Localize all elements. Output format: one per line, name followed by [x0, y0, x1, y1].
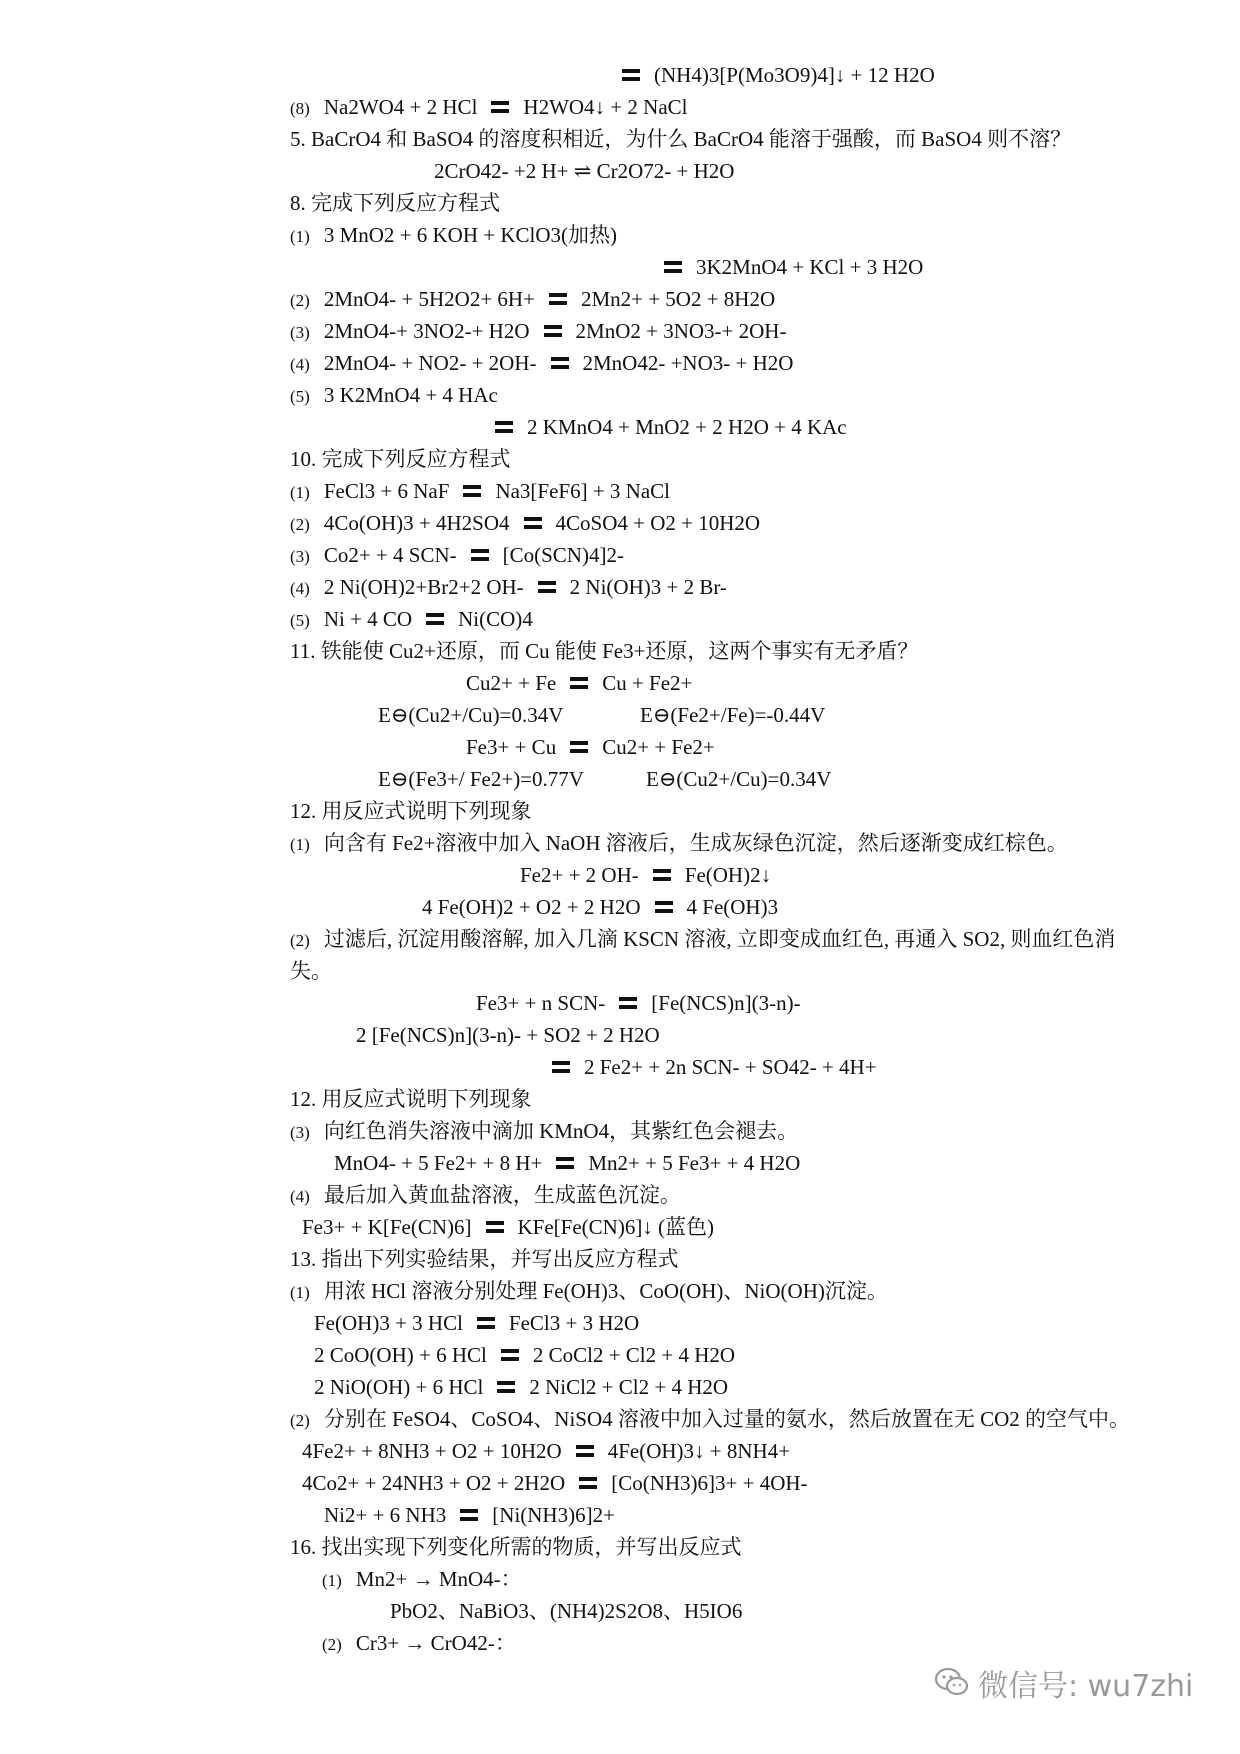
text-line	[290, 1182, 681, 1208]
text-line	[476, 990, 801, 1016]
line-text: 3 MnO2 + 6 KOH + KClO3(加热)	[323, 223, 618, 247]
equals-sign-icon	[655, 901, 673, 913]
equation-products: Cu2+ + Fe2+	[602, 735, 715, 759]
equation-products: [Ni(NH3)6]2+	[492, 1503, 615, 1527]
line-text: 10. 完成下列反应方程式	[290, 447, 511, 471]
equation-reactants: 4 Fe(OH)2 + O2 + 2 H2O	[422, 895, 641, 919]
equation-reactants: 4Co(OH)3 + 4H2SO4	[323, 511, 510, 535]
text-line	[290, 190, 500, 216]
line-text: 2CrO42- +2 H+ ⇌ Cr2O72- + H2O	[434, 159, 735, 183]
equation-reactants: Fe3+ + Cu	[466, 735, 557, 759]
text-line	[314, 1374, 728, 1400]
line-text: 16. 找出实现下列变化所需的物质，并写出反应式	[290, 1535, 742, 1559]
equation-reactants: 4Fe2+ + 8NH3 + O2 + 10H2O	[302, 1439, 562, 1463]
text-line	[378, 766, 584, 792]
equation-reactants: Co2+ + 4 SCN-	[323, 543, 457, 567]
text-line	[290, 222, 617, 248]
text-line	[622, 62, 935, 88]
item-number: (2)	[290, 1411, 310, 1430]
item-number: (1)	[290, 483, 310, 502]
item-number: (5)	[290, 611, 310, 630]
line-text: 用浓 HCl 溶液分别处理 Fe(OH)3、CoO(OH)、NiO(OH)沉淀。	[323, 1279, 888, 1303]
equation-reactants: Na2WO4 + 2 HCl	[323, 95, 478, 119]
text-line	[290, 926, 1115, 952]
text-line	[290, 318, 786, 344]
text-line	[290, 286, 775, 312]
equals-sign-icon	[544, 325, 562, 337]
item-number: (3)	[290, 323, 310, 342]
line-text: 11. 铁能使 Cu2+还原，而 Cu 能使 Fe3+还原，这两个事实有无矛盾？	[290, 639, 919, 663]
text-line	[324, 1502, 615, 1528]
equation-products: [Fe(NCS)n](3-n)-	[651, 991, 801, 1015]
text-line	[322, 1630, 516, 1656]
equals-sign-icon	[619, 997, 637, 1009]
text-line	[290, 478, 670, 504]
line-text: 失。	[290, 959, 332, 983]
item-number: (1)	[290, 227, 310, 246]
text-line	[390, 1598, 742, 1624]
item-number: (2)	[290, 291, 310, 310]
equation-products: 2MnO2 + 3NO3-+ 2OH-	[575, 319, 787, 343]
text-line	[314, 1342, 735, 1368]
text-line	[302, 1214, 714, 1240]
equation-reactants: Fe3+ + n SCN-	[476, 991, 606, 1015]
equation-products: 2 Fe2+ + 2n SCN- + SO42- + 4H+	[584, 1055, 877, 1079]
line-text: Cr3+ → CrO42-：	[355, 1631, 516, 1655]
text-line	[322, 1566, 522, 1592]
text-line	[290, 350, 793, 376]
equation-products: H2WO4↓ + 2 NaCl	[523, 95, 688, 119]
equation-products: 4CoSO4 + O2 + 10H2O	[555, 511, 761, 535]
text-line	[290, 830, 1068, 856]
text-line	[378, 702, 563, 728]
text-line	[520, 862, 771, 888]
equation-reactants: 2 CoO(OH) + 6 HCl	[314, 1343, 487, 1367]
text-line	[290, 382, 498, 408]
line-text: 8. 完成下列反应方程式	[290, 191, 500, 215]
equation-reactants: 4Co2+ + 24NH3 + O2 + 2H2O	[302, 1471, 566, 1495]
equation-reactants: Fe3+ + K[Fe(CN)6]	[302, 1215, 472, 1239]
equation-products: [Co(NH3)6]3+ + 4OH-	[611, 1471, 808, 1495]
equals-sign-icon	[491, 101, 509, 113]
text-line	[552, 1054, 877, 1080]
equals-sign-icon	[463, 485, 481, 497]
equation-reactants: 2 Ni(OH)2+Br2+2 OH-	[323, 575, 524, 599]
equation-products: 2MnO42- +NO3- + H2O	[582, 351, 794, 375]
text-line	[290, 446, 511, 472]
equals-sign-icon	[524, 517, 542, 529]
equation-products: 2 Ni(OH)3 + 2 Br-	[569, 575, 727, 599]
line-text: Mn2+ → MnO4-：	[355, 1567, 522, 1591]
equals-sign-icon	[460, 1509, 478, 1521]
equals-sign-icon	[552, 1061, 570, 1073]
text-line	[290, 574, 727, 600]
equation-reactants: 2MnO4-+ 3NO2-+ H2O	[323, 319, 530, 343]
equals-sign-icon	[549, 293, 567, 305]
equation-reactants: 2MnO4- + 5H2O2+ 6H+	[323, 287, 535, 311]
item-number: (3)	[290, 547, 310, 566]
item-number: (4)	[290, 1187, 310, 1206]
watermark	[934, 1667, 1193, 1707]
item-number: (2)	[322, 1635, 342, 1654]
text-line	[302, 1470, 808, 1496]
equals-sign-icon	[556, 1157, 574, 1169]
equation-reactants: Fe(OH)3 + 3 HCl	[314, 1311, 463, 1335]
text-line	[290, 638, 918, 664]
line-text: 5. BaCrO4 和 BaSO4 的溶度积相近，为什么 BaCrO4 能溶于强酸，而 BaSO4 则不溶？	[290, 127, 1072, 151]
text-line	[290, 94, 687, 120]
text-line	[466, 670, 692, 696]
equation-products: 4 Fe(OH)3	[686, 895, 779, 919]
text-line	[290, 606, 533, 632]
item-number: (1)	[290, 835, 310, 854]
item-number: (8)	[290, 99, 310, 118]
equation-products: [Co(SCN)4]2-	[502, 543, 624, 567]
equals-sign-icon	[426, 613, 444, 625]
text-line	[290, 542, 624, 568]
item-number: (4)	[290, 355, 310, 374]
equals-sign-icon	[570, 677, 588, 689]
text-line	[466, 734, 715, 760]
text-line	[422, 894, 778, 920]
text-line	[290, 798, 532, 824]
text-line: E⊖(Fe2+/Fe)=-0.44V	[640, 703, 826, 727]
text-line	[290, 1246, 679, 1272]
equals-sign-icon	[576, 1445, 594, 1457]
text-line	[334, 1150, 800, 1176]
equals-sign-icon	[579, 1477, 597, 1489]
item-number: (1)	[322, 1571, 342, 1590]
text-line	[314, 1310, 639, 1336]
equation-products: KFe[Fe(CN)6]↓ (蓝色)	[517, 1215, 715, 1239]
text-line	[495, 414, 847, 440]
equals-sign-icon	[477, 1317, 495, 1329]
equals-sign-icon	[471, 549, 489, 561]
line-text: 12. 用反应式说明下列现象	[290, 1087, 532, 1111]
text-line: E⊖(Cu2+/Cu)=0.34V	[646, 767, 832, 791]
text-line	[290, 958, 332, 984]
item-number: (1)	[290, 1283, 310, 1302]
equation-products: 2 CoCl2 + Cl2 + 4 H2O	[532, 1343, 736, 1367]
line-text: E⊖(Cu2+/Cu)=0.34V	[378, 703, 564, 727]
text-line	[290, 126, 1071, 152]
equation-reactants: 2MnO4- + NO2- + 2OH-	[323, 351, 537, 375]
watermark-text: 微信号: wu7zhi	[978, 1669, 1194, 1704]
line-text: 13. 指出下列实验结果，并写出反应方程式	[290, 1247, 679, 1271]
equals-sign-icon	[664, 261, 682, 273]
equation-products: 2 NiCl2 + Cl2 + 4 H2O	[529, 1375, 729, 1399]
equation-products: FeCl3 + 3 H2O	[508, 1311, 640, 1335]
equals-sign-icon	[538, 581, 556, 593]
equals-sign-icon	[497, 1381, 515, 1393]
equals-sign-icon	[570, 741, 588, 753]
equals-sign-icon	[653, 869, 671, 881]
equation-products: Mn2+ + 5 Fe3+ + 4 H2O	[588, 1151, 801, 1175]
equation-products: 2 KMnO4 + MnO2 + 2 H2O + 4 KAc	[527, 415, 847, 439]
text-line	[434, 158, 734, 184]
equation-reactants: MnO4- + 5 Fe2+ + 8 H+	[334, 1151, 543, 1175]
equation-products: 3K2MnO4 + KCl + 3 H2O	[696, 255, 924, 279]
text-line	[664, 254, 923, 280]
text-line	[302, 1438, 790, 1464]
item-number: (2)	[290, 515, 310, 534]
text-line	[290, 1118, 798, 1144]
line-text: 分别在 FeSO4、CoSO4、NiSO4 溶液中加入过量的氨水，然后放置在无 CO2 的空气中。	[323, 1407, 1131, 1431]
wechat-icon	[934, 1667, 970, 1708]
equals-sign-icon	[495, 421, 513, 433]
item-number: (4)	[290, 579, 310, 598]
item-number: (2)	[290, 931, 310, 950]
equation-reactants: Ni + 4 CO	[323, 607, 413, 631]
item-number: (3)	[290, 1123, 310, 1142]
equation-products: Fe(OH)2↓	[684, 863, 772, 887]
equals-sign-icon	[486, 1221, 504, 1233]
equals-sign-icon	[501, 1349, 519, 1361]
line-text: 12. 用反应式说明下列现象	[290, 799, 532, 823]
equation-products: 4Fe(OH)3↓ + 8NH4+	[607, 1439, 791, 1463]
equation-products: 2Mn2+ + 5O2 + 8H2O	[580, 287, 776, 311]
text-line	[356, 1022, 660, 1048]
line-text: E⊖(Fe3+/ Fe2+)=0.77V	[378, 767, 584, 791]
line-text: 3 K2MnO4 + 4 HAc	[323, 383, 498, 407]
line-text: 2 [Fe(NCS)n](3-n)- + SO2 + 2 H2O	[356, 1023, 660, 1047]
equation-products: Ni(CO)4	[458, 607, 533, 631]
equation-products: Cu + Fe2+	[602, 671, 693, 695]
equals-sign-icon	[551, 357, 569, 369]
equation-products: (NH4)3[P(Mo3O9)4]↓ + 12 H2O	[654, 63, 935, 87]
text-line	[290, 1086, 532, 1112]
text-line	[290, 510, 760, 536]
line-text: 过滤后, 沉淀用酸溶解, 加入几滴 KSCN 溶液, 立即变成血红色, 再通入 SO2, 则血红色消	[323, 927, 1116, 951]
line-text: 向含有 Fe2+溶液中加入 NaOH 溶液后，生成灰绿色沉淀，然后逐渐变成红棕色。	[323, 831, 1068, 855]
equals-sign-icon	[622, 69, 640, 81]
equation-reactants: FeCl3 + 6 NaF	[323, 479, 450, 503]
text-line	[290, 1278, 888, 1304]
equation-reactants: Fe2+ + 2 OH-	[520, 863, 639, 887]
line-text: PbO2、NaBiO3、(NH4)2S2O8、H5IO6	[390, 1599, 743, 1623]
line-text: 最后加入黄血盐溶液，生成蓝色沉淀。	[323, 1183, 681, 1207]
text-line	[290, 1406, 1130, 1432]
equation-products: Na3[FeF6] + 3 NaCl	[495, 479, 671, 503]
equation-reactants: Ni2+ + 6 NH3	[324, 1503, 447, 1527]
item-number: (5)	[290, 387, 310, 406]
equation-reactants: Cu2+ + Fe	[466, 671, 557, 695]
text-line	[290, 1534, 742, 1560]
line-text: 向红色消失溶液中滴加 KMnO4，其紫红色会褪去。	[323, 1119, 799, 1143]
equation-reactants: 2 NiO(OH) + 6 HCl	[314, 1375, 484, 1399]
